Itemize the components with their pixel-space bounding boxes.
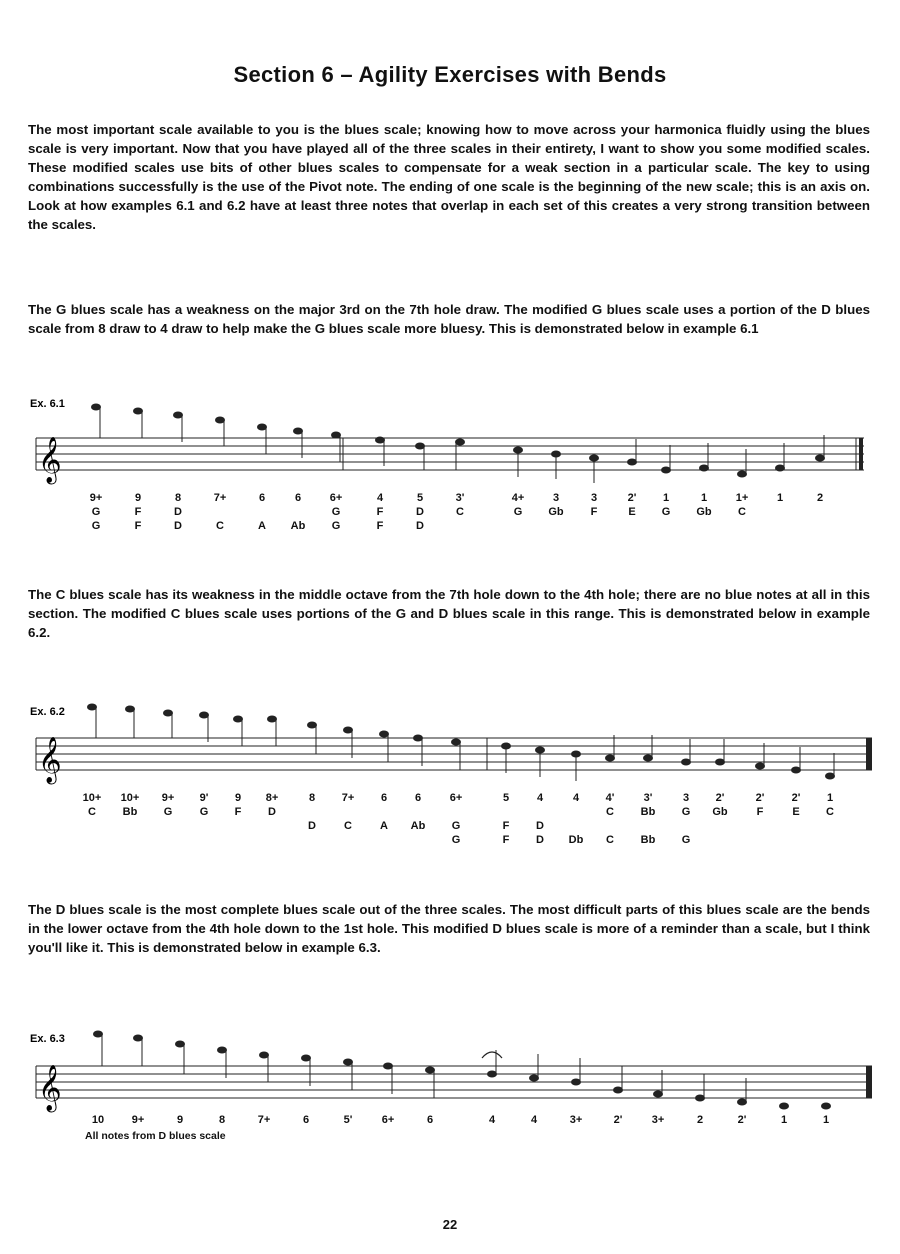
- example-footnote: All notes from D blues scale: [85, 1130, 226, 1142]
- tab-row-2: G F D G F D C G Gb F E G Gb C: [91, 506, 746, 518]
- intro-paragraph: The most important scale available to you is the blues scale; knowing how to move across your harmonica fluidly using the blues scale is very important. Now that you have played all of the three scales in their entirety, I want to show you some modified scales. These modified scales use bits of other blues scales to compensate for a weak section in a particular scale. The key to using combinations successfully is the use of the Pivot note. The ending of one scale is the beginning of the new scale; this is an axis on. Look at how examples 6.1 and 6.2 have at least three notes that overlap in each set of this creates a very strong transition between the scales.: [28, 122, 870, 232]
- tab-row-1: 10+ 10+ 9+ 9' 9 8+ 8 7+ 6 6 6+ 5 4 4 4' 3' 3 2' 2' 2' 1: [82, 792, 834, 804]
- treble-clef-icon: 𝄞: [38, 737, 62, 783]
- note-stems: [102, 1034, 746, 1102]
- tab-row-4: G F D Db C Bb G: [451, 834, 691, 846]
- staff-6-2: [0, 695, 900, 795]
- tab-row-3: G F D C A Ab G F D: [91, 520, 424, 532]
- fermata-icon: [482, 1052, 502, 1058]
- final-barline: [866, 738, 872, 770]
- staff-6-3: [0, 1020, 900, 1120]
- notes: [91, 404, 825, 478]
- tab-row-3: D C A Ab G F D: [308, 820, 544, 832]
- staff-lines: [36, 438, 864, 470]
- c-blues-paragraph: The C blues scale has its weakness in the middle octave from the 7th hole down to the 4th hole; there are no blue notes at all in this section. The modified C blues scale uses portions of the G and D blues scale in this range. This is demonstrated below in example 6.2.: [28, 587, 870, 640]
- example-label: Ex. 6.1: [30, 398, 65, 410]
- example-6-2: [0, 695, 900, 860]
- staff-6-1: [0, 395, 900, 495]
- d-blues-paragraph: The D blues scale is the most complete blues scale out of the three scales. The most difficult parts of this blues scale are the bends in the lower octave from the 4th hole down to the 1st hole. This modified D blues scale is more of a reminder than a scale, but I think you'll like it. This is demonstrated below in example 6.3.: [28, 902, 870, 955]
- tab-row-2: C Bb G G F D C Bb G Gb F E C: [88, 806, 834, 818]
- final-barline: [859, 438, 863, 470]
- tab-row-1: 9+ 9 8 7+ 6 6 6+ 4 5 3' 4+ 3 3 2' 1 1 1+ 1 2: [89, 492, 824, 504]
- example-label: Ex. 6.2: [30, 706, 65, 718]
- staff-lines: [36, 1066, 872, 1098]
- example-label: Ex. 6.3: [30, 1033, 65, 1045]
- treble-clef-icon: 𝄞: [38, 437, 62, 483]
- notes: [87, 704, 835, 780]
- example-6-1: [0, 395, 900, 540]
- example-6-3: [0, 1020, 900, 1130]
- tab-row-1: 10 9+ 9 8 7+ 6 5' 6+ 6 4 4 3+ 2' 3+ 2 2' 1 1: [91, 1114, 830, 1126]
- treble-clef-icon: 𝄞: [38, 1065, 62, 1111]
- g-blues-paragraph: The G blues scale has a weakness on the major 3rd on the 7th hole draw. The modified G blues scale uses a portion of the D blues scale from 8 draw to 4 draw to help make the G blues scale more bluesy. This is demonstrated below in example 6.1: [28, 302, 870, 336]
- final-barline: [866, 1066, 872, 1098]
- section-title: Section 6 – Agility Exercises with Bends: [233, 62, 667, 87]
- page-number: 22: [442, 1217, 458, 1232]
